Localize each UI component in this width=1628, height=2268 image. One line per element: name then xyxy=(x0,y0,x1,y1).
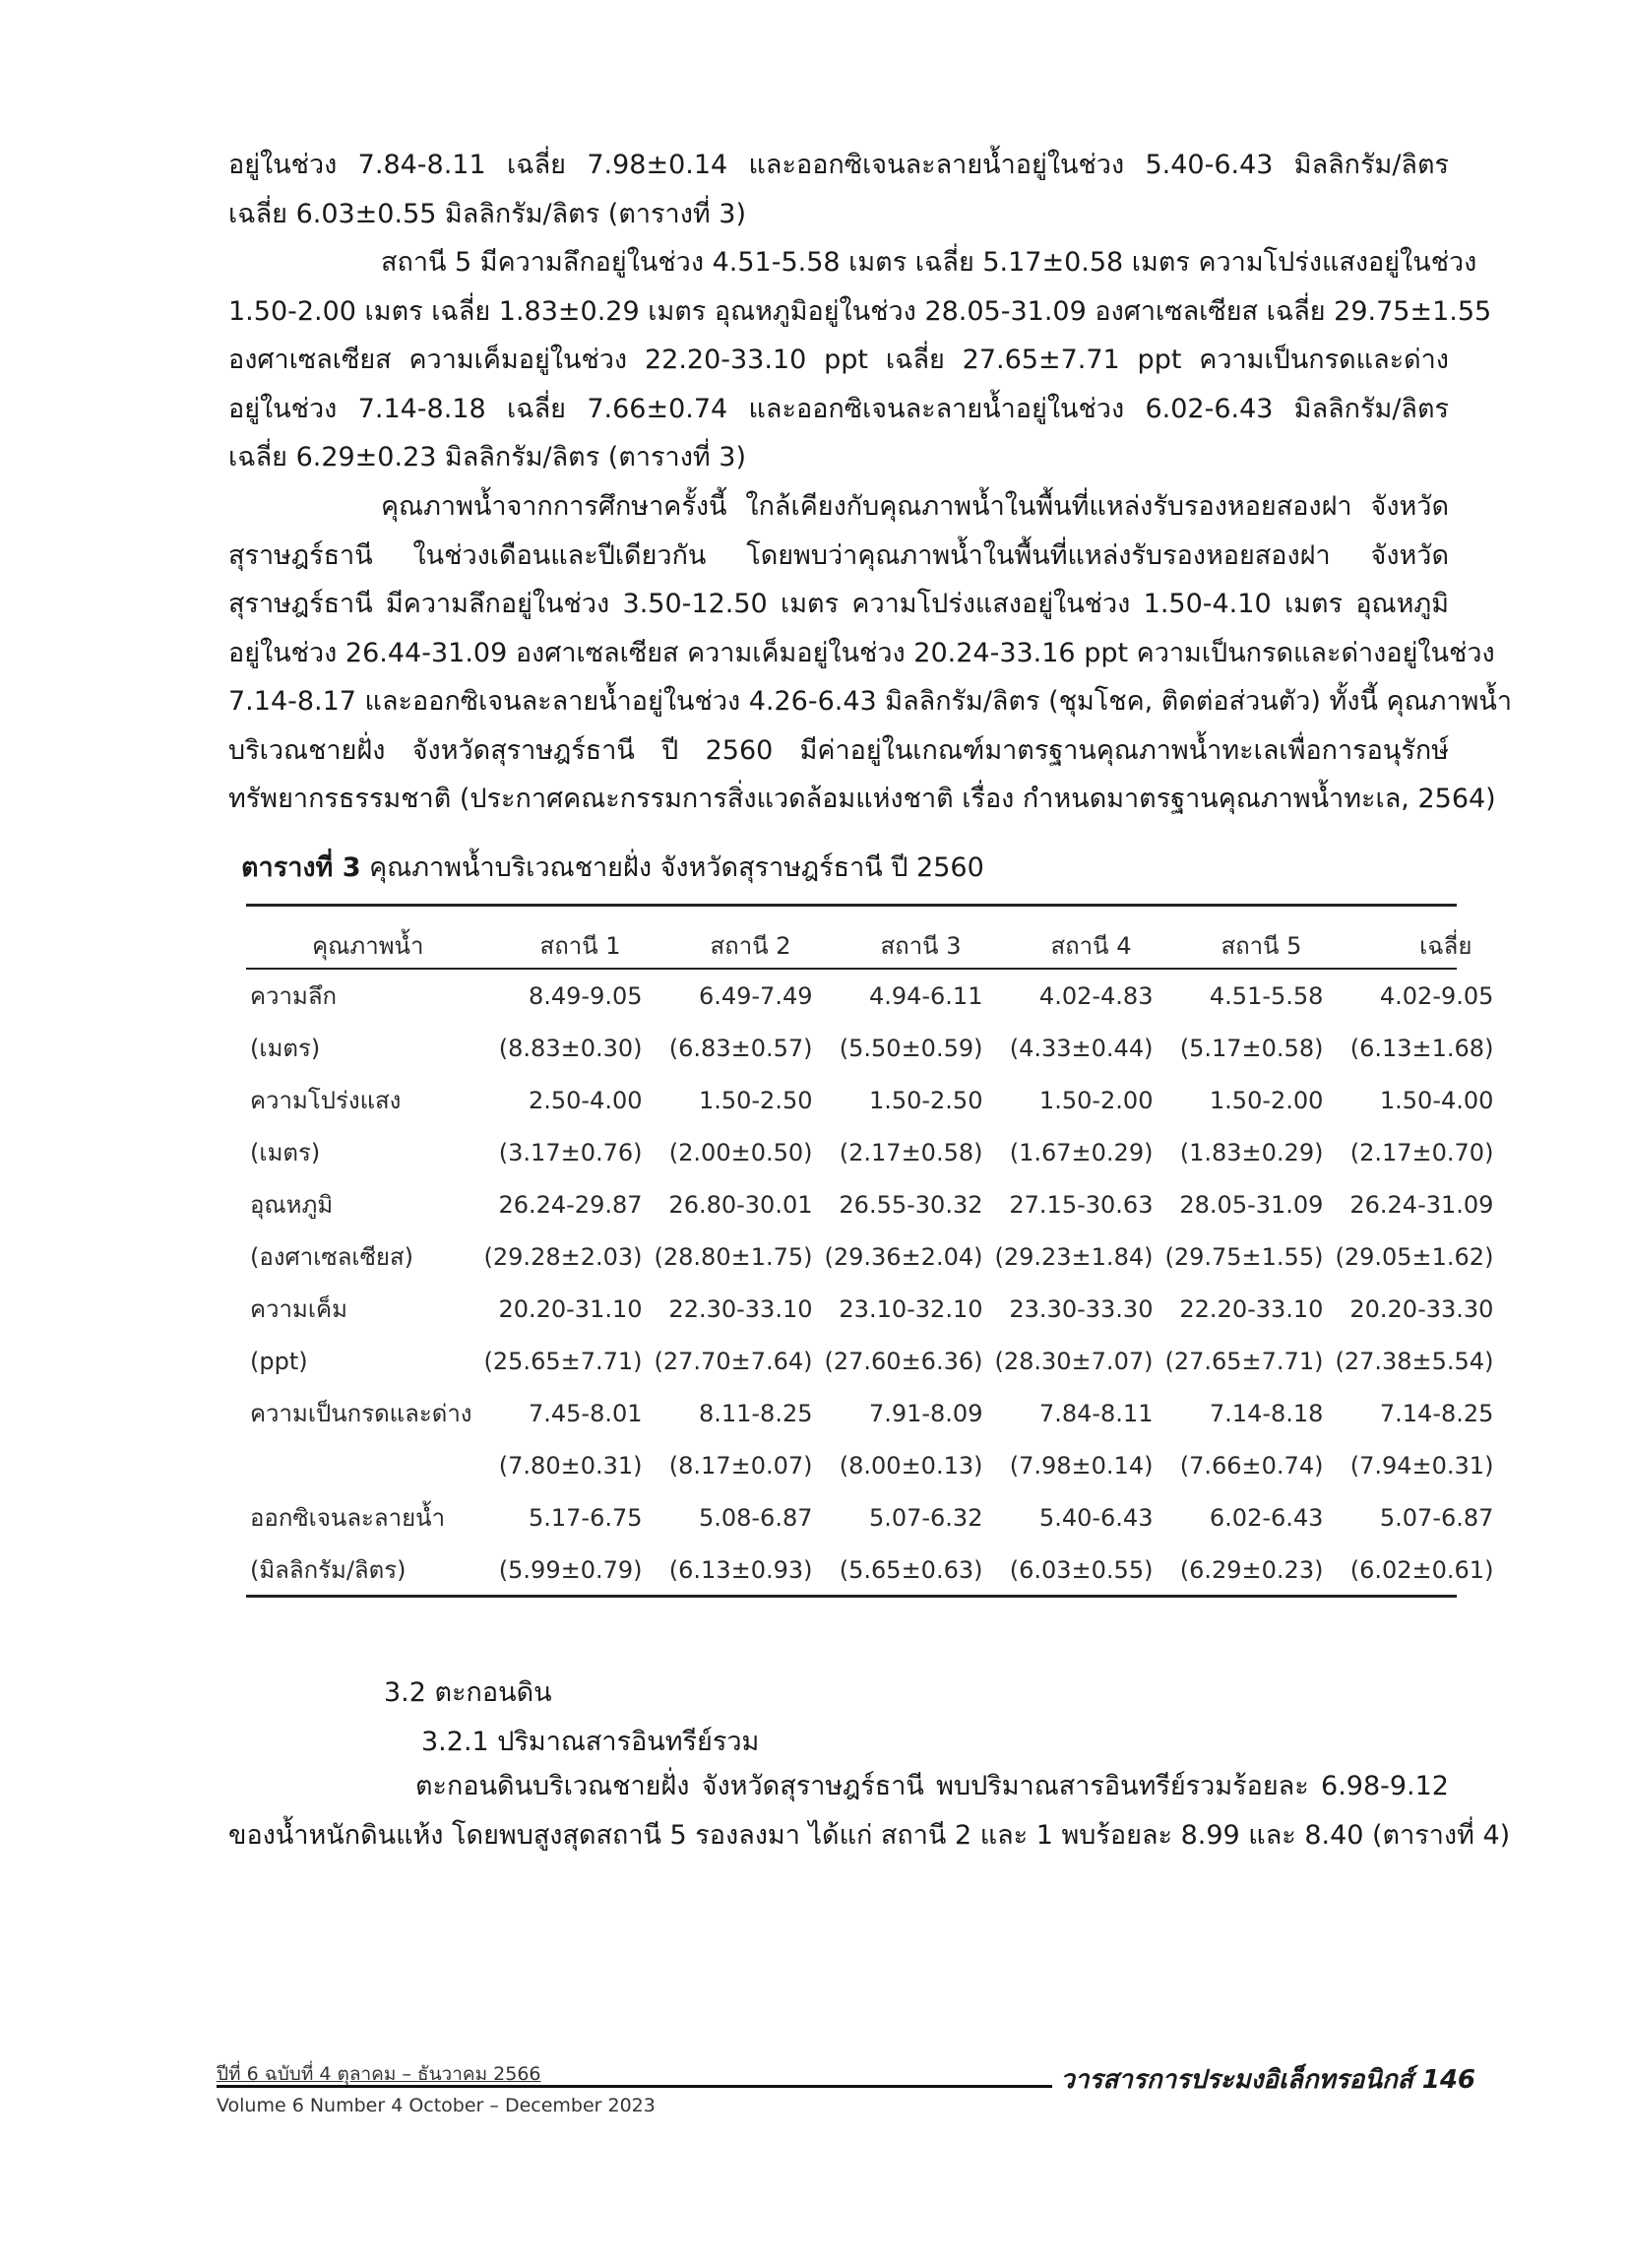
mean-cell: (6.03±0.55) xyxy=(1009,1555,1154,1584)
param-unit: (เมตร) xyxy=(250,1139,321,1166)
range-cell: 26.24-31.09 xyxy=(1349,1190,1494,1219)
mean-cell: (2.17±0.58) xyxy=(839,1138,983,1166)
table-row xyxy=(246,1335,1499,1387)
mean-cell: (7.94±0.31) xyxy=(1349,1451,1494,1480)
text-line: อยู่ในช่วง 7.14-8.18 เฉลี่ย 7.66±0.74 และออกซิเจนละลายน้ำอยู่ในช่วง 6.02-6.43 มิลลิกรัม/ลิตร xyxy=(228,393,1449,424)
mean-cell: (7.98±0.14) xyxy=(1009,1451,1154,1480)
mean-cell: (6.13±0.93) xyxy=(668,1555,813,1584)
range-cell: 23.10-32.10 xyxy=(839,1294,983,1323)
mean-cell: (1.67±0.29) xyxy=(1009,1138,1154,1166)
mean-cell: (3.17±0.76) xyxy=(498,1138,643,1166)
footer-journal: วารสารการประมงอิเล็กทรอนิกส์ 146 xyxy=(1052,2059,1475,2100)
table-caption xyxy=(241,849,984,888)
header-cell: คุณภาพน้ำ xyxy=(312,931,424,960)
range-cell: 7.14-8.18 xyxy=(1209,1399,1324,1427)
footer-issue-en: Volume 6 Number 4 October – December 2023 xyxy=(217,2095,656,2116)
range-cell: 4.02-4.83 xyxy=(1038,981,1154,1010)
range-cell: 8.49-9.05 xyxy=(528,981,643,1010)
range-cell: 7.84-8.11 xyxy=(1038,1399,1154,1427)
table-row xyxy=(246,1387,1499,1439)
text-line: อยู่ในช่วง 26.44-31.09 องศาเซลเซียส ความเค็มอยู่ในช่วง 20.24-33.16 ppt ความเป็นกรดและด่างอยู่ในช่วง xyxy=(228,637,1495,668)
range-cell: 4.51-5.58 xyxy=(1209,981,1324,1010)
mean-cell: (29.28±2.03) xyxy=(483,1242,643,1271)
text-line: บริเวณชายฝั่ง จังหวัดสุราษฎร์ธานี ปี 2560 มีค่าอยู่ในเกณฑ์มาตรฐานคุณภาพน้ำทะเลเพื่อการอนุรักษ์ xyxy=(228,734,1449,766)
mean-cell: (27.70±7.64) xyxy=(654,1347,813,1375)
header-cell: เฉลี่ย xyxy=(1419,931,1472,960)
section-heading: 3.2 ตะกอนดิน xyxy=(384,1677,552,1708)
range-cell: 6.49-7.49 xyxy=(698,981,813,1010)
text-line: 7.14-8.17 และออกซิเจนละลายน้ำอยู่ในช่วง 4.26-6.43 มิลลิกรัม/ลิตร (ชุมโชค, ติดต่อส่วนตัว) ทั้งนี้ คุณภาพน้ำ xyxy=(228,686,1513,717)
text-line: เฉลี่ย 6.29±0.23 มิลลิกรัม/ลิตร (ตารางที่ 3) xyxy=(228,442,746,472)
mean-cell: (6.29±0.23) xyxy=(1179,1555,1324,1584)
param-name: ออกซิเจนละลายน้ำ xyxy=(250,1504,446,1532)
mean-cell: (29.36±2.04) xyxy=(824,1242,983,1271)
range-cell: 27.15-30.63 xyxy=(1009,1190,1154,1219)
mean-cell: (6.02±0.61) xyxy=(1349,1555,1494,1584)
range-cell: 6.02-6.43 xyxy=(1209,1503,1324,1532)
range-cell: 5.40-6.43 xyxy=(1038,1503,1154,1532)
text-line: สุราษฎร์ธานี มีความลึกอยู่ในช่วง 3.50-12.50 เมตร ความโปร่งแสงอยู่ในช่วง 1.50-4.10 เมตร อุณหภูมิ xyxy=(228,589,1449,619)
text-line: อยู่ในช่วง 7.84-8.11 เฉลี่ย 7.98±0.14 และออกซิเจนละลายน้ำอยู่ในช่วง 5.40-6.43 มิลลิกรัม/ลิตร xyxy=(228,150,1449,180)
range-cell: 8.11-8.25 xyxy=(698,1399,813,1427)
header-cell: สถานี 4 xyxy=(1050,931,1132,960)
mean-cell: (6.83±0.57) xyxy=(668,1034,813,1062)
range-cell: 5.17-6.75 xyxy=(528,1503,643,1532)
text-line: สถานี 5 มีความลึกอยู่ในช่วง 4.51-5.58 เมตร เฉลี่ย 5.17±0.58 เมตร ความโปร่งแสงอยู่ในช่วง xyxy=(381,247,1477,278)
range-cell: 4.02-9.05 xyxy=(1379,981,1494,1010)
mean-cell: (5.17±0.58) xyxy=(1179,1034,1324,1062)
mean-cell: (7.80±0.31) xyxy=(498,1451,643,1480)
mean-cell: (8.00±0.13) xyxy=(839,1451,983,1480)
table-top-rule xyxy=(246,904,1457,907)
text-line: ของน้ำหนักดินแห้ง โดยพบสูงสุดสถานี 5 รองลงมา ได้แก่ สถานี 2 และ 1 พบร้อยละ 8.99 และ 8.40 (ตารางที่ 4) xyxy=(228,1819,1511,1851)
mean-cell: (27.60±6.36) xyxy=(824,1347,983,1375)
param-unit xyxy=(246,1439,478,1491)
text-line: เฉลี่ย 6.03±0.55 มิลลิกรัม/ลิตร (ตารางที่ 3) xyxy=(228,198,746,229)
mean-cell: (1.83±0.29) xyxy=(1179,1138,1324,1166)
range-cell: 7.91-8.09 xyxy=(868,1399,983,1427)
mean-cell: (27.65±7.71) xyxy=(1164,1347,1324,1375)
range-cell: 4.94-6.11 xyxy=(868,981,983,1010)
paragraph-2 xyxy=(228,238,1492,482)
footer-issue-th: ปีที่ 6 ฉบับที่ 4 ตุลาคม – ธันวาคม 2566 xyxy=(217,2063,541,2085)
mean-cell: (28.30±7.07) xyxy=(994,1347,1154,1375)
param-name: ความลึก xyxy=(250,982,338,1010)
subsection-heading: 3.2.1 ปริมาณสารอินทรีย์รวม xyxy=(421,1727,760,1757)
range-cell: 23.30-33.30 xyxy=(1009,1294,1154,1323)
mean-cell: (2.17±0.70) xyxy=(1349,1138,1494,1166)
range-cell: 2.50-4.00 xyxy=(528,1086,643,1114)
table-row xyxy=(246,1022,1499,1074)
range-cell: 1.50-2.00 xyxy=(1209,1086,1324,1114)
mean-cell: (8.17±0.07) xyxy=(668,1451,813,1480)
mean-cell: (29.05±1.62) xyxy=(1335,1242,1494,1271)
table-row xyxy=(246,1544,1499,1596)
table-row xyxy=(246,1439,1499,1491)
table-row xyxy=(246,1491,1499,1544)
param-name: อุณหภูมิ xyxy=(250,1191,334,1219)
param-name: ความเป็นกรดและด่าง xyxy=(250,1400,472,1427)
mean-cell: (27.38±5.54) xyxy=(1335,1347,1494,1375)
mean-cell: (28.80±1.75) xyxy=(654,1242,813,1271)
table-row xyxy=(246,1178,1499,1230)
table-row xyxy=(246,1283,1499,1335)
table-caption-label: ตารางที่ 3 xyxy=(241,852,361,883)
range-cell: 7.45-8.01 xyxy=(528,1399,643,1427)
table-row xyxy=(246,1230,1499,1283)
param-unit: (องศาเซลเซียส) xyxy=(250,1243,413,1271)
mean-cell: (6.13±1.68) xyxy=(1349,1034,1494,1062)
text-line: สุราษฎร์ธานี ในช่วงเดือนและปีเดียวกัน โดยพบว่าคุณภาพน้ำในพื้นที่แหล่งรับรองหอยสองฝา จังหวัด xyxy=(228,539,1449,571)
text-line: คุณภาพน้ำจากการศึกษาครั้งนี้ ใกล้เคียงกับคุณภาพน้ำในพื้นที่แหล่งรับรองหอยสองฝา จังหวัด xyxy=(381,491,1449,522)
paragraph-3 xyxy=(228,482,1513,824)
range-cell: 1.50-2.50 xyxy=(698,1086,813,1114)
header-cell: สถานี 1 xyxy=(539,931,621,960)
range-cell: 22.30-33.10 xyxy=(668,1294,813,1323)
range-cell: 20.20-31.10 xyxy=(498,1294,643,1323)
paragraph-1 xyxy=(228,141,1449,238)
range-cell: 1.50-4.00 xyxy=(1379,1086,1494,1114)
range-cell: 5.07-6.32 xyxy=(868,1503,983,1532)
range-cell: 26.24-29.87 xyxy=(498,1190,643,1219)
mean-cell: (5.99±0.79) xyxy=(498,1555,643,1584)
param-name: ความโปร่งแสง xyxy=(250,1087,402,1114)
range-cell: 20.20-33.30 xyxy=(1349,1294,1494,1323)
table-row xyxy=(246,970,1499,1022)
range-cell: 1.50-2.50 xyxy=(868,1086,983,1114)
param-unit: (ppt) xyxy=(250,1347,308,1375)
range-cell: 26.55-30.32 xyxy=(839,1190,983,1219)
mean-cell: (25.65±7.71) xyxy=(483,1347,643,1375)
header-cell: สถานี 5 xyxy=(1221,931,1302,960)
mean-cell: (5.50±0.59) xyxy=(839,1034,983,1062)
text-line: ทรัพยากรธรรมชาติ (ประกาศคณะกรรมการสิ่งแวดล้อมแห่งชาติ เรื่อง กำหนดมาตรฐานคุณภาพน้ำทะเล, 2564) xyxy=(228,784,1496,814)
range-cell: 26.80-30.01 xyxy=(668,1190,813,1219)
range-cell: 28.05-31.09 xyxy=(1179,1190,1324,1219)
text-line: 1.50-2.00 เมตร เฉลี่ย 1.83±0.29 เมตร อุณหภูมิอยู่ในช่วง 28.05-31.09 องศาเซลเซียส เฉลี่ย 29.75±1.55 xyxy=(228,295,1492,327)
mean-cell: (4.33±0.44) xyxy=(1009,1034,1154,1062)
table-header-row xyxy=(246,920,1499,970)
param-unit: (เมตร) xyxy=(250,1035,321,1062)
table-row xyxy=(246,1126,1499,1178)
text-line: องศาเซลเซียส ความเค็มอยู่ในช่วง 22.20-33.10 ppt เฉลี่ย 27.65±7.71 ppt ความเป็นกรดและด่าง xyxy=(228,345,1449,375)
param-unit: (มิลลิกรัม/ลิตร) xyxy=(250,1556,407,1584)
mean-cell: (29.75±1.55) xyxy=(1164,1242,1324,1271)
mean-cell: (29.23±1.84) xyxy=(994,1242,1154,1271)
param-name: ความเค็ม xyxy=(250,1295,347,1323)
table-caption-text: คุณภาพน้ำบริเวณชายฝั่ง จังหวัดสุราษฎร์ธานี ปี 2560 xyxy=(369,852,984,883)
header-cell: สถานี 3 xyxy=(880,931,962,960)
paragraph-section xyxy=(228,1762,1511,1859)
mean-cell: (8.83±0.30) xyxy=(498,1034,643,1062)
mean-cell: (2.00±0.50) xyxy=(668,1138,813,1166)
table-row xyxy=(246,1074,1499,1126)
range-cell: 1.50-2.00 xyxy=(1038,1086,1154,1114)
water-quality-table xyxy=(246,920,1499,1596)
header-cell: สถานี 2 xyxy=(710,931,791,960)
text-line: ตะกอนดินบริเวณชายฝั่ง จังหวัดสุราษฎร์ธานี พบปริมาณสารอินทรีย์รวมร้อยละ 6.98-9.12 xyxy=(415,1771,1449,1801)
mean-cell: (5.65±0.63) xyxy=(839,1555,983,1584)
range-cell: 7.14-8.25 xyxy=(1379,1399,1494,1427)
range-cell: 5.07-6.87 xyxy=(1379,1503,1494,1532)
range-cell: 22.20-33.10 xyxy=(1179,1294,1324,1323)
mean-cell: (7.66±0.74) xyxy=(1179,1451,1324,1480)
range-cell: 5.08-6.87 xyxy=(698,1503,813,1532)
